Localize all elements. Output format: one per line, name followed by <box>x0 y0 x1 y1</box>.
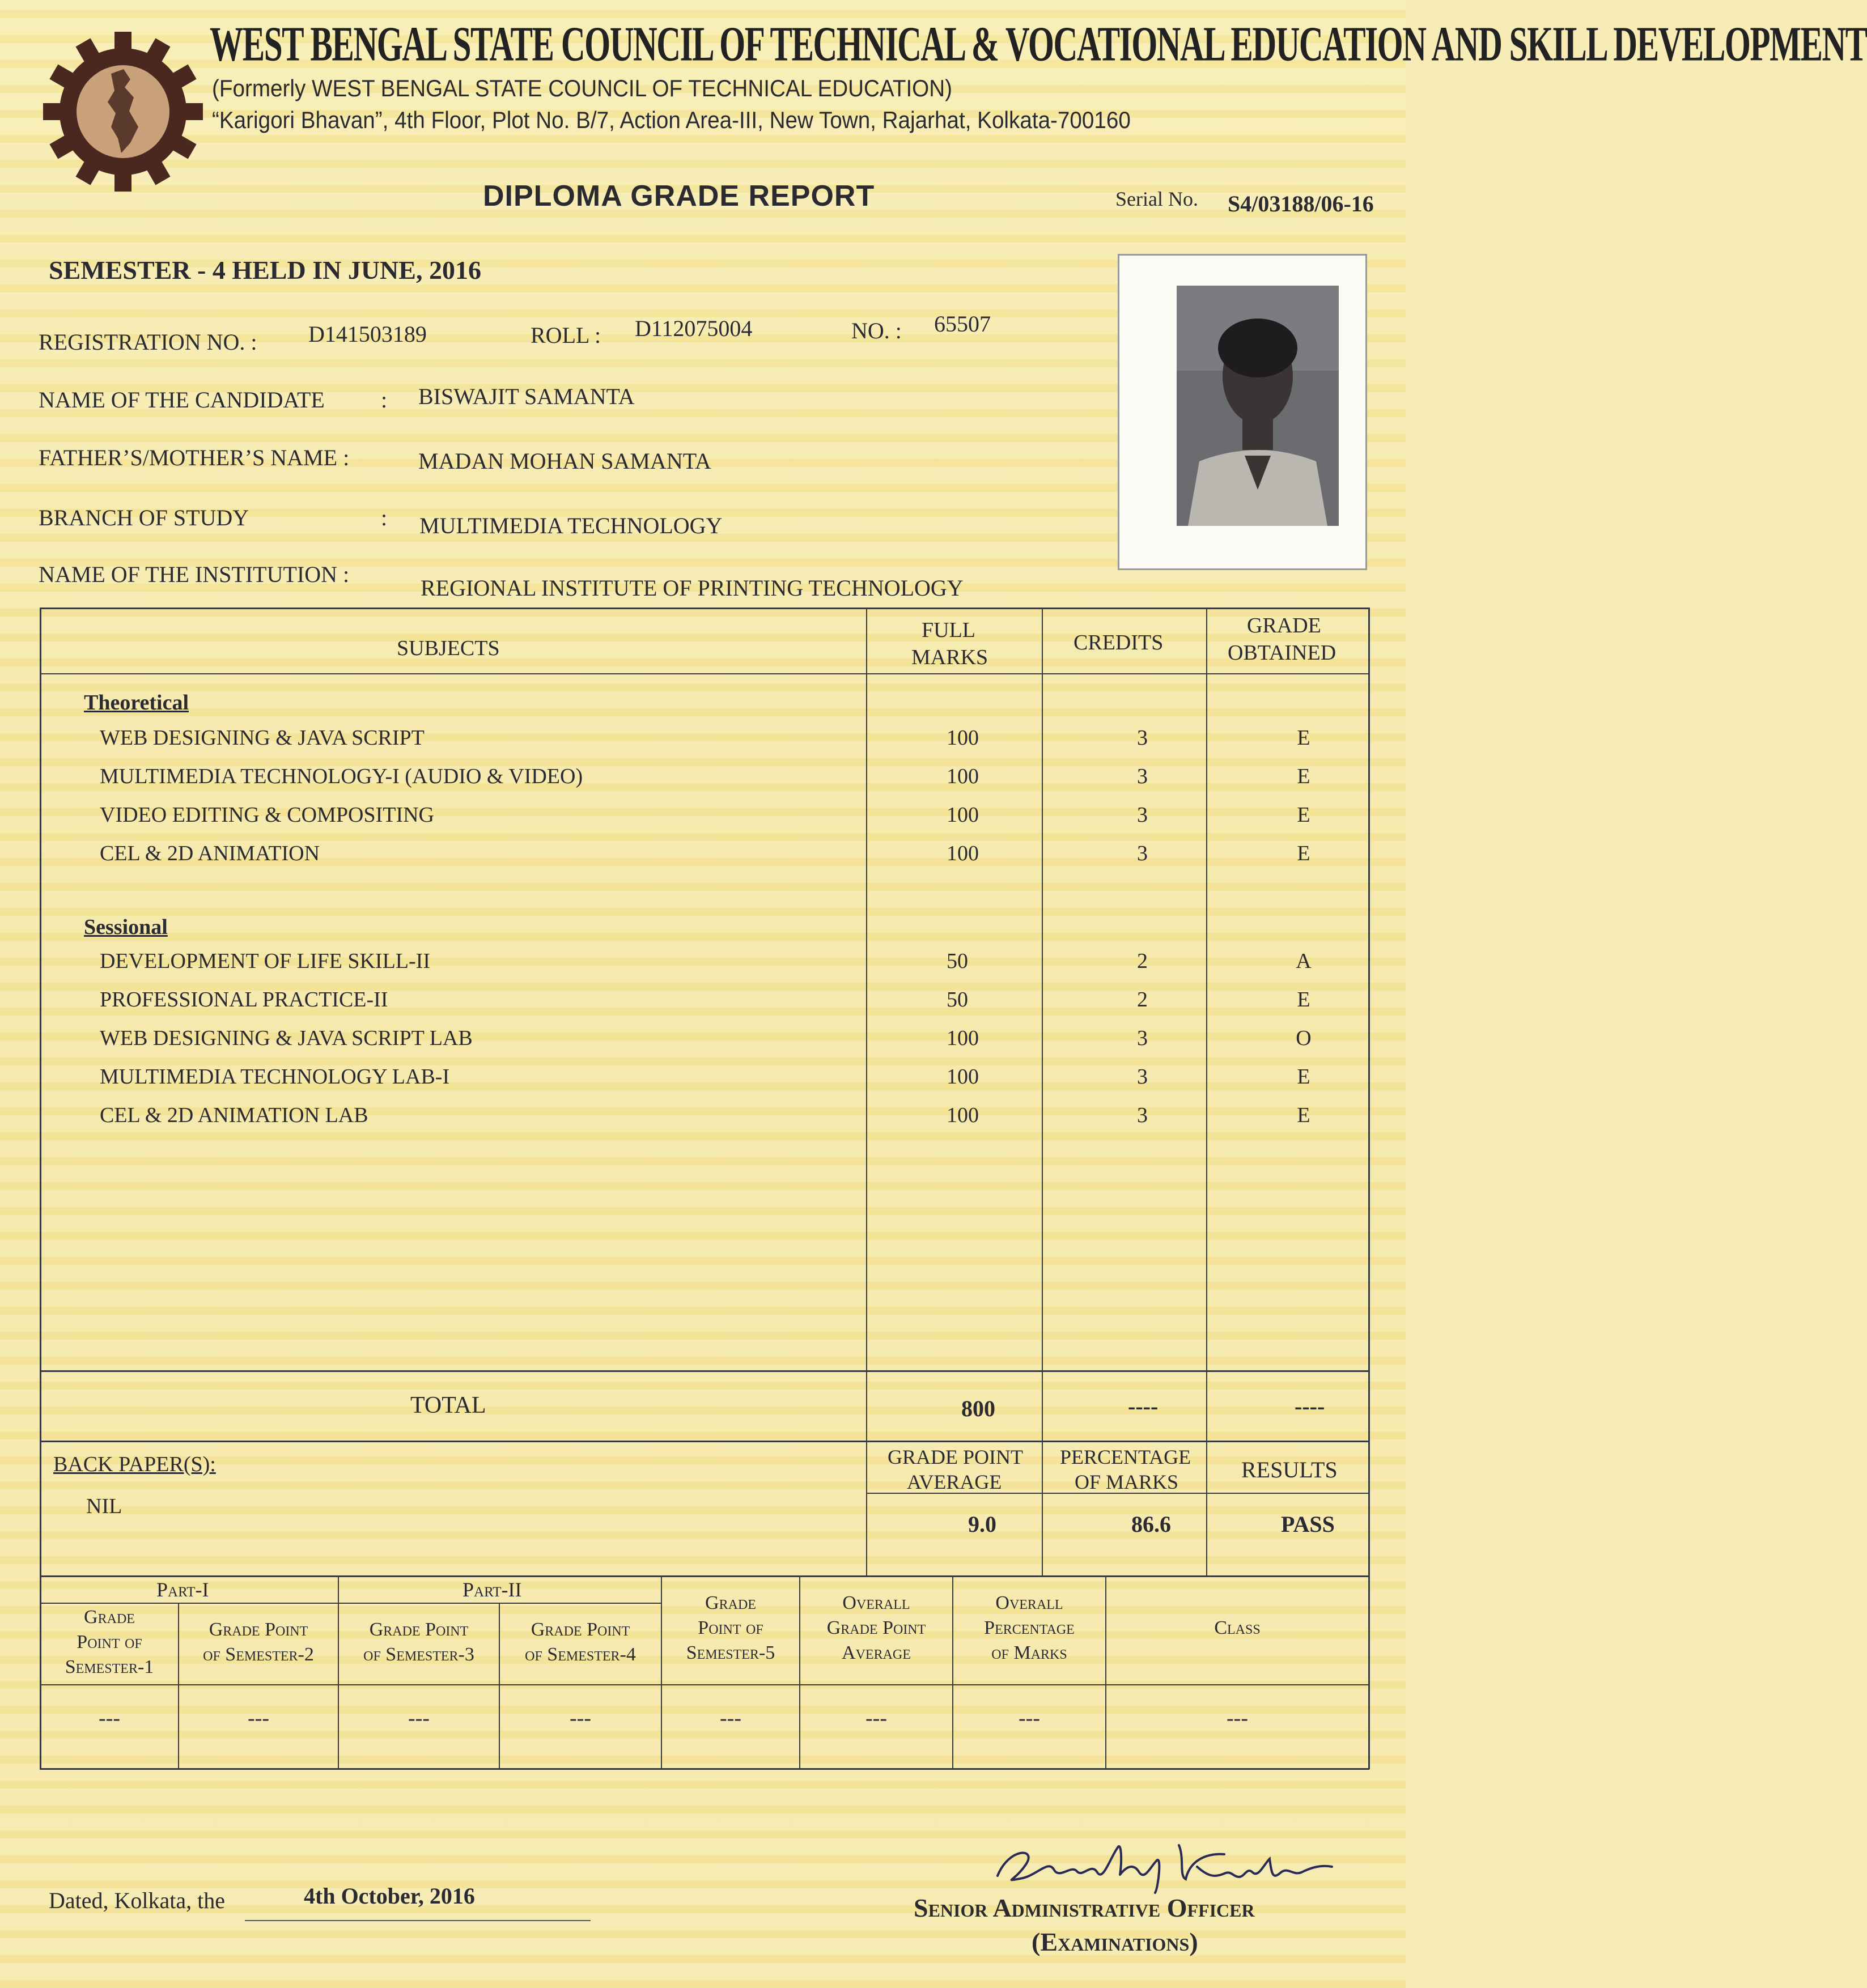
summary-part-rule <box>40 1603 661 1604</box>
credits-header: CREDITS <box>1073 631 1164 655</box>
roll-value: D112075004 <box>635 316 753 341</box>
subject-grade: E <box>1297 842 1310 865</box>
summary-header-text: Average <box>842 1642 911 1663</box>
col-divider-credits <box>1042 608 1043 1577</box>
branch-colon: : <box>381 505 388 530</box>
registration-label: REGISTRATION NO. : <box>39 329 257 355</box>
results-value: PASS <box>1281 1511 1335 1537</box>
parent-name-value: MADAN MOHAN SAMANTA <box>418 448 711 474</box>
subject-grade: E <box>1297 1103 1310 1127</box>
subject-grade: O <box>1296 1026 1312 1050</box>
total-credits: ---- <box>1128 1394 1159 1419</box>
candidate-name-colon: : <box>381 387 388 413</box>
subject-grade: E <box>1297 764 1310 788</box>
summary-header-text: Grade Point <box>531 1619 630 1640</box>
summary-header-text: Percentage <box>984 1617 1075 1638</box>
candidate-photo <box>1177 286 1339 526</box>
table-border-right <box>1368 608 1370 1769</box>
total-rule-top <box>40 1370 1369 1372</box>
total-label: TOTAL <box>410 1392 486 1418</box>
full-marks-header-line2: MARKS <box>911 645 988 669</box>
percentage-value: 86.6 <box>1131 1511 1171 1537</box>
council-logo <box>39 27 207 196</box>
institution-label: NAME OF THE INSTITUTION : <box>39 562 350 587</box>
full-marks-header-line1: FULL <box>922 618 975 642</box>
grade-header-line1: GRADE <box>1247 614 1321 638</box>
subject-full-marks: 50 <box>947 988 968 1012</box>
officer-subtitle: (Examinations) <box>1032 1927 1198 1956</box>
subject-name: VIDEO EDITING & COMPOSITING <box>100 803 435 827</box>
subject-name: PROFESSIONAL PRACTICE-II <box>100 988 388 1012</box>
subject-credits: 3 <box>1137 1103 1148 1127</box>
registration-value: D141503189 <box>308 321 427 347</box>
subject-name: WEB DESIGNING & JAVA SCRIPT <box>100 726 425 750</box>
officer-signature <box>986 1825 1349 1898</box>
total-grade: ---- <box>1295 1394 1325 1419</box>
summary-header-text: Grade Point <box>209 1619 308 1640</box>
subject-credits: 3 <box>1137 1065 1148 1089</box>
roll-label: ROLL : <box>531 322 601 348</box>
summary-value: --- <box>1019 1706 1040 1730</box>
summary-header-text: Grade <box>705 1592 756 1613</box>
summary-header-text: Overall <box>995 1592 1063 1613</box>
parent-name-label: FATHER’S/MOTHER’S NAME : <box>39 445 350 470</box>
total-marks: 800 <box>961 1396 995 1421</box>
summary-header-text: Point of <box>698 1617 763 1638</box>
subject-credits: 3 <box>1137 726 1148 750</box>
subject-name: MULTIMEDIA TECHNOLOGY LAB-I <box>100 1065 450 1089</box>
summary-rule-top <box>40 1575 1369 1577</box>
institution-value: REGIONAL INSTITUTE OF PRINTING TECHNOLOGY <box>421 575 964 601</box>
subject-full-marks: 100 <box>947 803 979 827</box>
subject-grade: A <box>1296 949 1312 973</box>
subject-grade: E <box>1297 1065 1310 1089</box>
summary-value: --- <box>570 1706 591 1730</box>
subject-credits: 2 <box>1137 949 1148 973</box>
semester-heading: SEMESTER - 4 HELD IN JUNE, 2016 <box>49 256 481 284</box>
summary-value: --- <box>99 1706 120 1730</box>
subject-name: WEB DESIGNING & JAVA SCRIPT LAB <box>100 1026 473 1050</box>
subject-full-marks: 100 <box>947 842 979 865</box>
officer-title: Senior Administrative Officer <box>914 1893 1255 1922</box>
summary-header-text: Grade Point <box>369 1619 469 1640</box>
council-address: “Karigori Bhavan”, 4th Floor, Plot No. B/7, Action Area-III, New Town, Rajarhat, Kolkata-700160 <box>212 107 1131 133</box>
summary-header-text: of Marks <box>991 1642 1067 1663</box>
part1-label: Part-I <box>156 1578 209 1601</box>
branch-value: MULTIMEDIA TECHNOLOGY <box>419 513 723 538</box>
percentage-label-line1: PERCENTAGE <box>1060 1446 1191 1468</box>
subject-grade: E <box>1297 988 1310 1012</box>
council-name: WEST BENGAL STATE COUNCIL OF TECHNICAL & VOCATIONAL EDUCATION AND SKILL DEVELOPMENT <box>210 18 1867 72</box>
col-divider-marks <box>866 608 867 1577</box>
summary-value: --- <box>720 1706 741 1730</box>
results-label: RESULTS <box>1241 1457 1338 1482</box>
col-divider-grade <box>1206 608 1207 1577</box>
gpa-label-line1: GRADE POINT <box>888 1446 1023 1468</box>
sum-col-2 <box>338 1575 339 1769</box>
summary-header-text: Class <box>1214 1617 1261 1638</box>
sum-col-7 <box>1105 1575 1106 1769</box>
candidate-name-label: NAME OF THE CANDIDATE <box>39 387 325 413</box>
summary-value: --- <box>408 1706 430 1730</box>
branch-label: BRANCH OF STUDY <box>39 505 249 530</box>
summary-header-text: Semester-1 <box>65 1656 154 1677</box>
subject-full-marks: 100 <box>947 1065 979 1089</box>
report-title: DIPLOMA GRADE REPORT <box>483 180 875 213</box>
theoretical-section-label: Theoretical <box>84 691 189 715</box>
table-border-top <box>40 608 1369 609</box>
grade-header-line2: OBTAINED <box>1228 641 1336 665</box>
gpa-label-line2: AVERAGE <box>907 1471 1002 1493</box>
summary-value: --- <box>1227 1706 1248 1730</box>
subject-credits: 2 <box>1137 988 1148 1012</box>
subject-full-marks: 100 <box>947 726 979 750</box>
summary-header-text: Semester-5 <box>686 1642 775 1663</box>
subject-credits: 3 <box>1137 842 1148 865</box>
gpa-value: 9.0 <box>968 1511 996 1537</box>
summary-header-text: Grade <box>84 1607 135 1628</box>
date-underline <box>245 1920 591 1921</box>
subject-grade: E <box>1297 726 1310 750</box>
summary-value: --- <box>865 1706 887 1730</box>
summary-header-text: of Semester-4 <box>525 1644 636 1665</box>
part2-label: Part-II <box>462 1578 522 1601</box>
subject-grade: E <box>1297 803 1310 827</box>
summary-rule-bottom <box>40 1768 1369 1770</box>
number-label: NO. : <box>851 318 902 343</box>
date-value: 4th October, 2016 <box>304 1883 475 1909</box>
summary-value: --- <box>248 1706 269 1730</box>
back-papers-value: NIL <box>86 1494 122 1518</box>
subject-name: MULTIMEDIA TECHNOLOGY-I (AUDIO & VIDEO) <box>100 764 583 788</box>
subject-credits: 3 <box>1137 764 1148 788</box>
council-former-name: (Formerly WEST BENGAL STATE COUNCIL OF TECHNICAL EDUCATION) <box>212 75 953 101</box>
summary-header-text: of Semester-2 <box>203 1644 314 1665</box>
summary-header-rule <box>40 1684 1369 1685</box>
subject-credits: 3 <box>1137 803 1148 827</box>
subject-full-marks: 100 <box>947 764 979 788</box>
subject-full-marks: 100 <box>947 1103 979 1127</box>
summary-header-text: Overall <box>842 1592 910 1613</box>
summary-header-text: Grade Point <box>826 1617 926 1638</box>
table-header-rule <box>40 673 1369 674</box>
percentage-label-line2: OF MARKS <box>1075 1471 1179 1493</box>
table-border-left <box>40 608 41 1769</box>
subject-full-marks: 50 <box>947 949 968 973</box>
subject-name: DEVELOPMENT OF LIFE SKILL-II <box>100 949 430 973</box>
sessional-section-label: Sessional <box>84 915 168 939</box>
total-rule-bottom <box>40 1441 1369 1442</box>
subject-credits: 3 <box>1137 1026 1148 1050</box>
subject-full-marks: 100 <box>947 1026 979 1050</box>
summary-header-text: Point of <box>77 1632 142 1653</box>
summary-header-text: of Semester-3 <box>363 1644 474 1665</box>
subject-name: CEL & 2D ANIMATION LAB <box>100 1103 368 1127</box>
number-value: 65507 <box>934 311 991 337</box>
subjects-header: SUBJECTS <box>397 636 500 660</box>
dated-label: Dated, Kolkata, the <box>49 1888 225 1913</box>
candidate-name-value: BISWAJIT SAMANTA <box>418 384 635 409</box>
serial-number: S4/03188/06-16 <box>1228 191 1374 216</box>
serial-label: Serial No. <box>1115 188 1198 210</box>
back-papers-label: BACK PAPER(S): <box>53 1452 216 1476</box>
subject-name: CEL & 2D ANIMATION <box>100 842 320 865</box>
